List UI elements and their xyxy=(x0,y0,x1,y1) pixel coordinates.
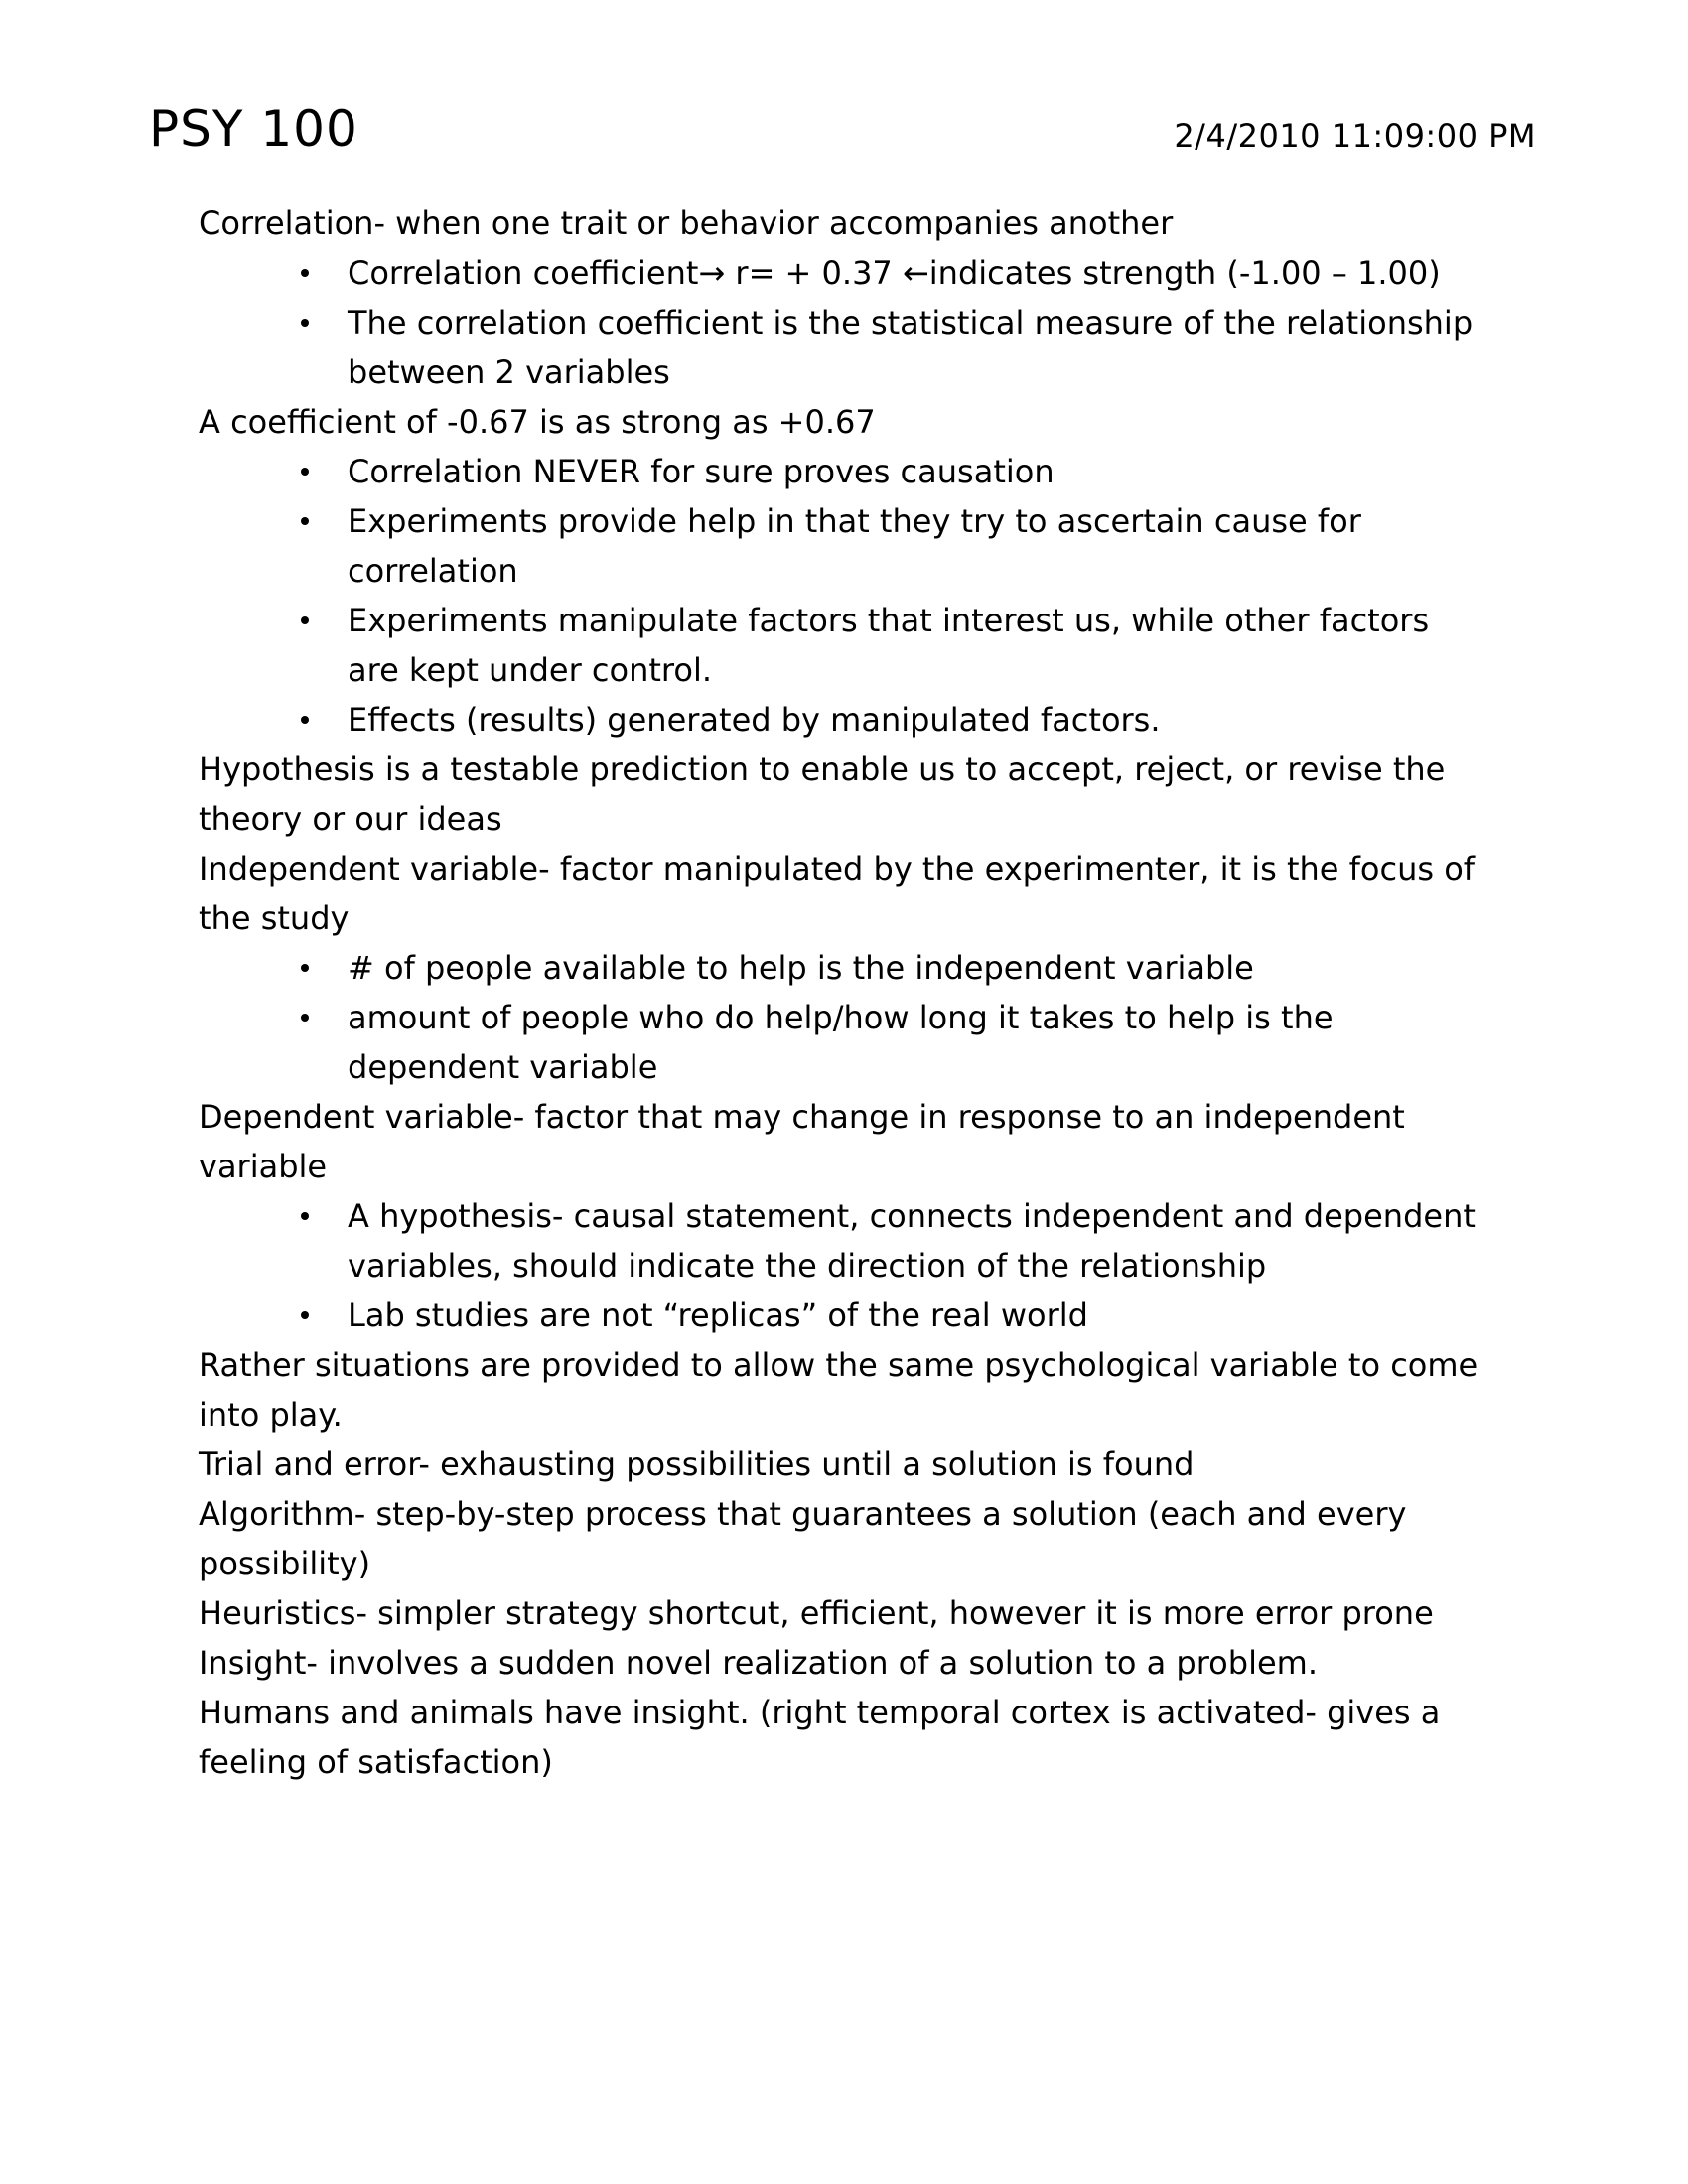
bullet-item xyxy=(199,496,1489,596)
bullet-list xyxy=(199,447,1489,745)
bullet-item xyxy=(199,943,1489,993)
bullet-icon xyxy=(301,616,309,624)
bullet-list xyxy=(199,943,1489,1092)
bullet-item xyxy=(199,993,1489,1092)
bullet-icon xyxy=(301,1014,309,1022)
paragraph: Independent variable- factor manipulated by the experimenter, it is the focus of the study xyxy=(199,850,1476,937)
paragraph: Trial and error- exhausting possibilities until a solution is found xyxy=(199,1445,1195,1483)
paragraph: Dependent variable- factor that may change in response to an independent variable xyxy=(199,1098,1405,1185)
bullet-text: Experiments provide help in that they try to ascertain cause for correlation xyxy=(348,502,1361,590)
bullet-list xyxy=(199,248,1489,397)
bullet-text: Experiments manipulate factors that interest us, while other factors are kept under control. xyxy=(348,602,1430,689)
bullet-text: Correlation NEVER for sure proves causation xyxy=(348,453,1055,490)
bullet-item xyxy=(199,248,1489,298)
paragraph: Rather situations are provided to allow the same psychological variable to come into play. xyxy=(199,1346,1478,1433)
bullet-icon xyxy=(301,319,309,327)
bullet-item xyxy=(199,447,1489,496)
paragraph: Heuristics- simpler strategy shortcut, efficient, however it is more error prone xyxy=(199,1594,1434,1632)
bullet-item xyxy=(199,695,1489,745)
bullet-icon xyxy=(301,269,309,277)
timestamp: 2/4/2010 11:09:00 PM xyxy=(1174,117,1536,155)
bullet-list xyxy=(199,1191,1489,1340)
bullet-item xyxy=(199,1291,1489,1340)
bullet-icon xyxy=(301,517,309,525)
paragraph: Correlation- when one trait or behavior accompanies another xyxy=(199,205,1174,242)
notes-body xyxy=(199,199,1489,1787)
bullet-icon xyxy=(301,1311,309,1319)
bullet-item xyxy=(199,298,1489,397)
bullet-text: # of people available to help is the independent variable xyxy=(348,949,1254,987)
paragraph: Insight- involves a sudden novel realization of a solution to a problem. xyxy=(199,1644,1318,1682)
bullet-text: A hypothesis- causal statement, connects independent and dependent variables, should indicate the direction of the relationship xyxy=(348,1197,1476,1285)
bullet-item xyxy=(199,1191,1489,1291)
bullet-icon xyxy=(301,1212,309,1220)
bullet-text: Effects (results) generated by manipulated factors. xyxy=(348,701,1161,739)
bullet-icon xyxy=(301,468,309,476)
bullet-text: Lab studies are not “replicas” of the real world xyxy=(348,1297,1088,1334)
bullet-text: The correlation coefficient is the statistical measure of the relationship between 2 variables xyxy=(348,304,1474,391)
page-title: PSY 100 xyxy=(149,100,358,158)
paragraph: Humans and animals have insight. (right temporal cortex is activated- gives a feeling of satisfaction) xyxy=(199,1694,1441,1781)
bullet-item xyxy=(199,596,1489,695)
bullet-icon xyxy=(301,716,309,724)
paragraph: A coefficient of -0.67 is as strong as +0.67 xyxy=(199,403,876,441)
paragraph: Hypothesis is a testable prediction to enable us to accept, reject, or revise the theory or our ideas xyxy=(199,751,1446,838)
bullet-text: Correlation coefficient→ r= + 0.37 ←indicates strength (-1.00 – 1.00) xyxy=(348,254,1441,292)
bullet-text: amount of people who do help/how long it takes to help is the dependent variable xyxy=(348,999,1334,1086)
bullet-icon xyxy=(301,964,309,972)
paragraph: Algorithm- step-by-step process that guarantees a solution (each and every possibility) xyxy=(199,1495,1407,1582)
